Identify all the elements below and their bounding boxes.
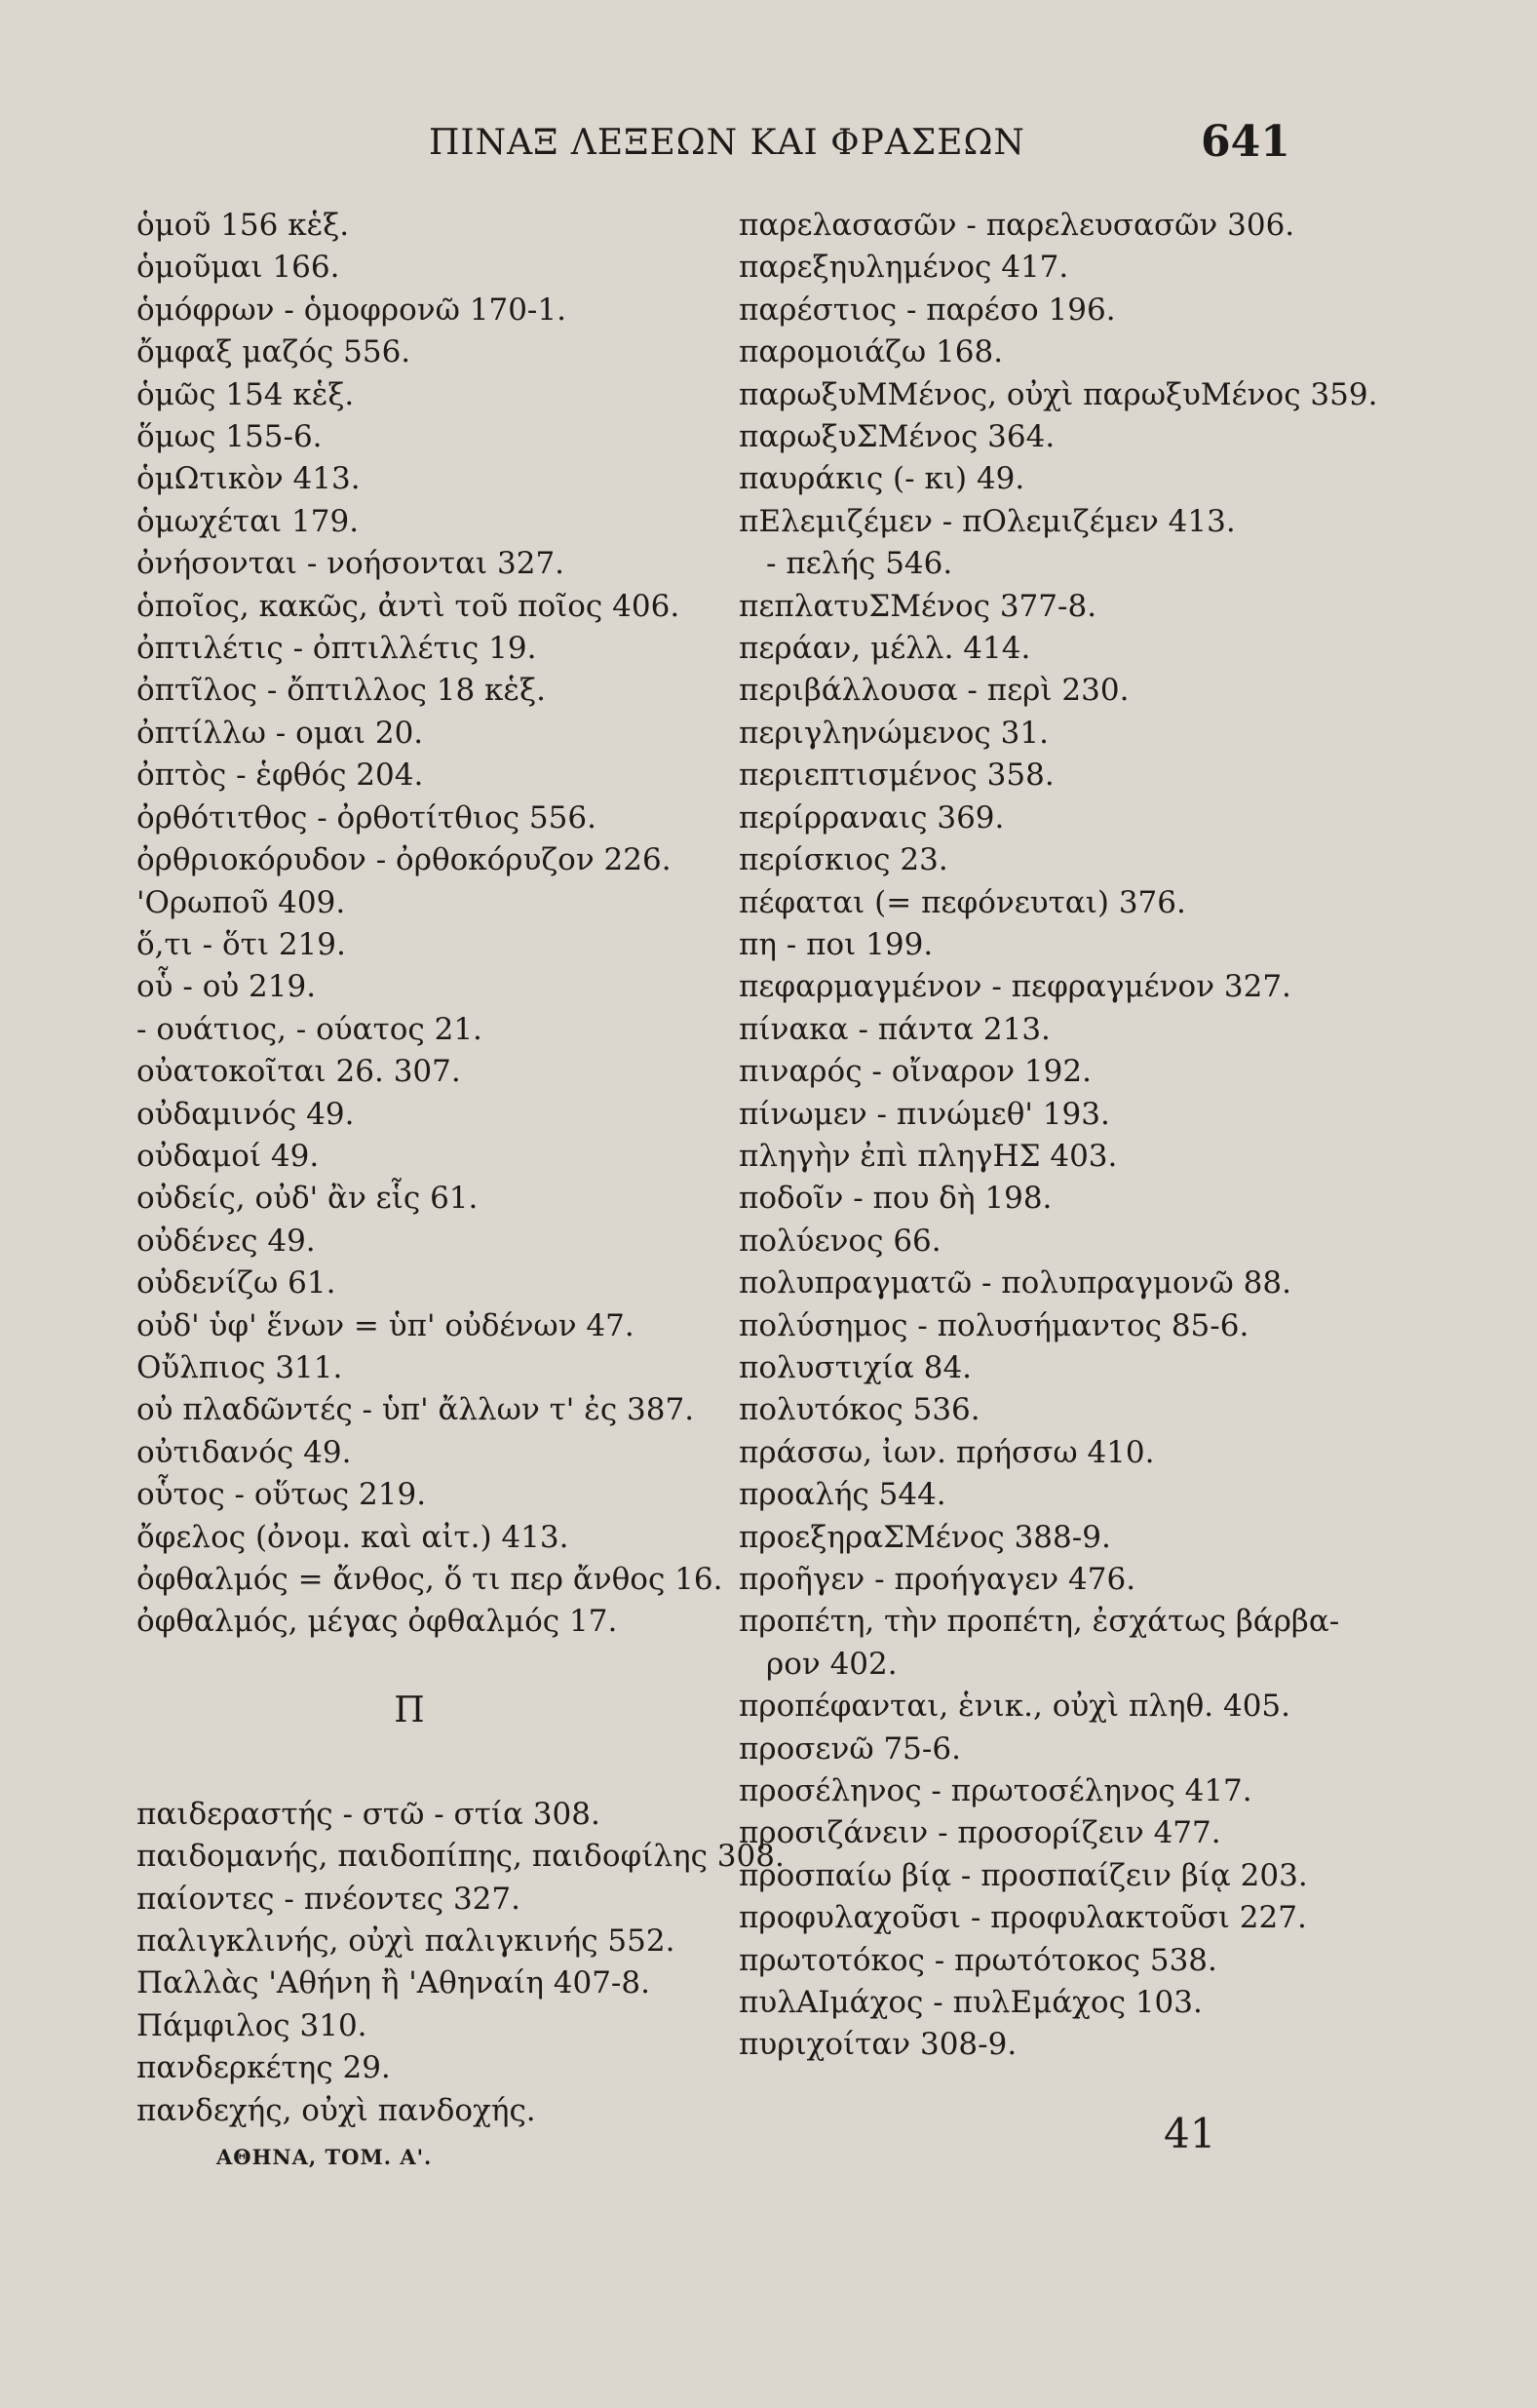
index-entry: ὀφθαλμός = ἄνθος, ὅ τι περ ἄνθος 16. (136, 1562, 723, 1597)
index-entry: ὀπτιλέτις - ὀπτιλλέτις 19. (136, 631, 537, 667)
index-entry: παρελασασῶν - παρελευσασῶν 306. (739, 208, 1295, 243)
index-entry: προπέφανται, ἑνικ., οὐχὶ πληθ. 405. (739, 1689, 1290, 1725)
index-entry: πρωτοτόκος - πρωτότοκος 538. (739, 1942, 1217, 1978)
index-entry: οὐτιδανός 49. (136, 1434, 352, 1470)
index-entry: παρωξυΜΜένος, οὐχὶ παρωξυΜένος 359. (739, 376, 1378, 412)
index-entry: οὐδείς, οὐδ' ἂν εἷς 61. (136, 1181, 479, 1217)
index-entry: παρομοιάζω 168. (739, 334, 1004, 370)
index-entry: παρέστιος - παρέσο 196. (739, 291, 1116, 328)
index-entry: ὁμοῦμαι 166. (136, 250, 340, 286)
index-entry: περίρραναις 369. (739, 799, 1005, 835)
index-entry: περίσκιος 23. (739, 842, 948, 878)
index-entry: ὁποῖος, κακῶς, ἀντὶ τοῦ ποῖος 406. (136, 588, 680, 624)
index-entry: 'Ορωποῦ 409. (136, 884, 346, 920)
index-entry: περιβάλλουσα - περὶ 230. (739, 673, 1130, 709)
index-entry: πυλΑΙμάχος - πυλΕμάχος 103. (739, 1985, 1203, 2021)
index-entry: προπέτη, τὴν προπέτη, ἐσχάτως βάρβα- (739, 1604, 1340, 1640)
index-entry: παιδομανής, παιδοπίπης, παιδοφίλης 308. (136, 1839, 785, 1875)
index-entry: πΕλεμιζέμεν - πΟλεμιζέμεν 413. (739, 503, 1236, 539)
index-entry: ὁμόφρων - ὁμοφρονῶ 170-1. (136, 291, 566, 328)
index-entry: οὐδαμινός 49. (136, 1096, 355, 1132)
index-entry: Πάμφιλος 310. (136, 2007, 367, 2043)
index-entry: πη - ποι 199. (739, 926, 934, 962)
signature-number: 41 (1164, 2110, 1216, 2157)
index-entry: οὗ - οὐ 219. (136, 969, 317, 1005)
index-entry: ὀφθαλμός, μέγας ὀφθαλμός 17. (136, 1604, 618, 1640)
index-entry: πιναρός - οἴναρον 192. (739, 1054, 1092, 1090)
index-entry: οὐδένες 49. (136, 1223, 316, 1259)
index-entry: ποδοῖν - που δὴ 198. (739, 1181, 1053, 1217)
index-entry: προῆγεν - προήγαγεν 476. (739, 1562, 1136, 1597)
index-entry: πολύενος 66. (739, 1223, 941, 1259)
index-entry: - πελής 546. (766, 546, 953, 582)
page-header-title: ΠΙΝΑΞ ΛΕΞΕΩΝ ΚΑΙ ΦΡΑΣΕΩΝ (429, 123, 1025, 163)
index-entry: παρωξυΣΜένος 364. (739, 419, 1056, 455)
left-column (136, 205, 785, 2132)
index-entry: προσπαίω βίᾳ - προσπαίζειν βίᾳ 203. (739, 1857, 1308, 1893)
index-entry: πράσσω, ἰων. πρήσσω 410. (739, 1434, 1155, 1470)
index-entry: περιεπτισμένος 358. (739, 757, 1055, 794)
index-entry: πολυστιχία 84. (739, 1349, 973, 1385)
index-entry: προφυλαχοῦσι - προφυλακτοῦσι 227. (739, 1900, 1307, 1936)
index-entry: ὀρθότιτθος - ὀρθοτίτθιος 556. (136, 799, 596, 835)
index-entry: ὁμοῦ 156 κἑξ. (136, 208, 350, 243)
index-entry: ὄφελος (ὀνομ. καὶ αἰτ.) 413. (136, 1519, 569, 1555)
index-entry: πεφαρμαγμένον - πεφραγμένον 327. (739, 969, 1291, 1005)
index-entry: πληγὴν ἐπὶ πληγΗΣ 403. (739, 1138, 1118, 1174)
index-entry: ὀπτὸς - ἑφθός 204. (136, 757, 424, 794)
index-entry: οὐδ' ὑφ' ἕνων = ὑπ' οὐδένων 47. (136, 1307, 634, 1343)
section-letter: Π (394, 1689, 425, 1730)
index-entry: πανδεχής, οὐχὶ πανδοχής. (136, 2092, 536, 2128)
index-entry: - ουάτιος, - ούατος 21. (136, 1011, 482, 1047)
index-entry: πολυπραγματῶ - πολυπραγμονῶ 88. (739, 1265, 1291, 1301)
right-column (739, 205, 1378, 2067)
index-entry: ὀρθριοκόρυδον - ὀρθοκόρυζον 226. (136, 842, 672, 878)
index-entry: πίνωμεν - πινώμεθ' 193. (739, 1096, 1110, 1132)
index-entry: ὁμῶς 154 κἑξ. (136, 376, 355, 412)
index-entry: ὁμΩτικὸν 413. (136, 461, 361, 497)
index-entry: ὀπτίλλω - ομαι 20. (136, 715, 424, 751)
index-entry: προσέληνος - πρωτοσέληνος 417. (739, 1773, 1252, 1809)
index-entry: ρον 402. (766, 1646, 898, 1682)
index-entry: προαλής 544. (739, 1477, 946, 1513)
index-entry: οὐατοκοῖται 26. 307. (136, 1054, 461, 1090)
index-entry: Παλλὰς 'Αθήνη ἢ 'Αθηναίη 407-8. (136, 1965, 650, 2001)
index-entry: πολυτόκος 536. (739, 1392, 980, 1428)
index-entry: οὐ πλαδῶντές - ὑπ' ἄλλων τ' ἐς 387. (136, 1392, 695, 1428)
index-entry: ὄμφαξ μαζός 556. (136, 334, 411, 370)
index-entry: οὐδαμοί 49. (136, 1138, 320, 1174)
index-entry: προεξηραΣΜένος 388-9. (739, 1519, 1111, 1555)
index-entry: ὀνήσονται - νοήσονται 327. (136, 546, 565, 582)
index-entry: περάαν, μέλλ. 414. (739, 631, 1031, 667)
index-entry: παλιγκλινής, οὐχὶ παλιγκινής 552. (136, 1923, 675, 1960)
index-entry: παιδεραστής - στῶ - στία 308. (136, 1796, 600, 1832)
left-entries-top (136, 205, 741, 1644)
index-entry: πεπλατυΣΜένος 377-8. (739, 588, 1097, 624)
index-entry: παίοντες - πνέοντες 327. (136, 1881, 520, 1917)
index-entry: πίνακα - πάντα 213. (739, 1011, 1051, 1047)
index-entry: ὁμωχέται 179. (136, 503, 360, 539)
printer-signature: ΑΘΗΝΑ, ΤΟΜ. Α'. (216, 2145, 433, 2169)
index-entry: οὐδενίζω 61. (136, 1265, 336, 1301)
index-entry: πανδερκέτης 29. (136, 2050, 391, 2086)
index-entry: πυριχοίταν 308-9. (739, 2027, 1018, 2063)
index-entry: οὗτος - οὕτως 219. (136, 1477, 427, 1513)
index-entry: ὅ,τι - ὅτι 219. (136, 926, 346, 962)
left-entries-bottom (136, 1794, 785, 2132)
index-entry: ὅμως 155-6. (136, 419, 323, 455)
index-entry: πέφαται (= πεφόνευται) 376. (739, 884, 1186, 920)
index-entry: πολύσημος - πολυσήμαντος 85-6. (739, 1307, 1249, 1343)
index-entry: Οὔλπιος 311. (136, 1349, 343, 1385)
index-entry: ὀπτῖλος - ὄπτιλλος 18 κἑξ. (136, 673, 546, 709)
index-entry: προσιζάνειν - προσορίζειν 477. (739, 1815, 1221, 1851)
page-number: 641 (1201, 117, 1290, 167)
right-entries (739, 205, 1378, 2067)
index-entry: περιγληνώμενος 31. (739, 715, 1049, 751)
index-entry: παρεξηυλημένος 417. (739, 250, 1069, 286)
index-entry: παυράκις (- κι) 49. (739, 461, 1025, 497)
index-entry: προσενῶ 75-6. (739, 1730, 961, 1767)
